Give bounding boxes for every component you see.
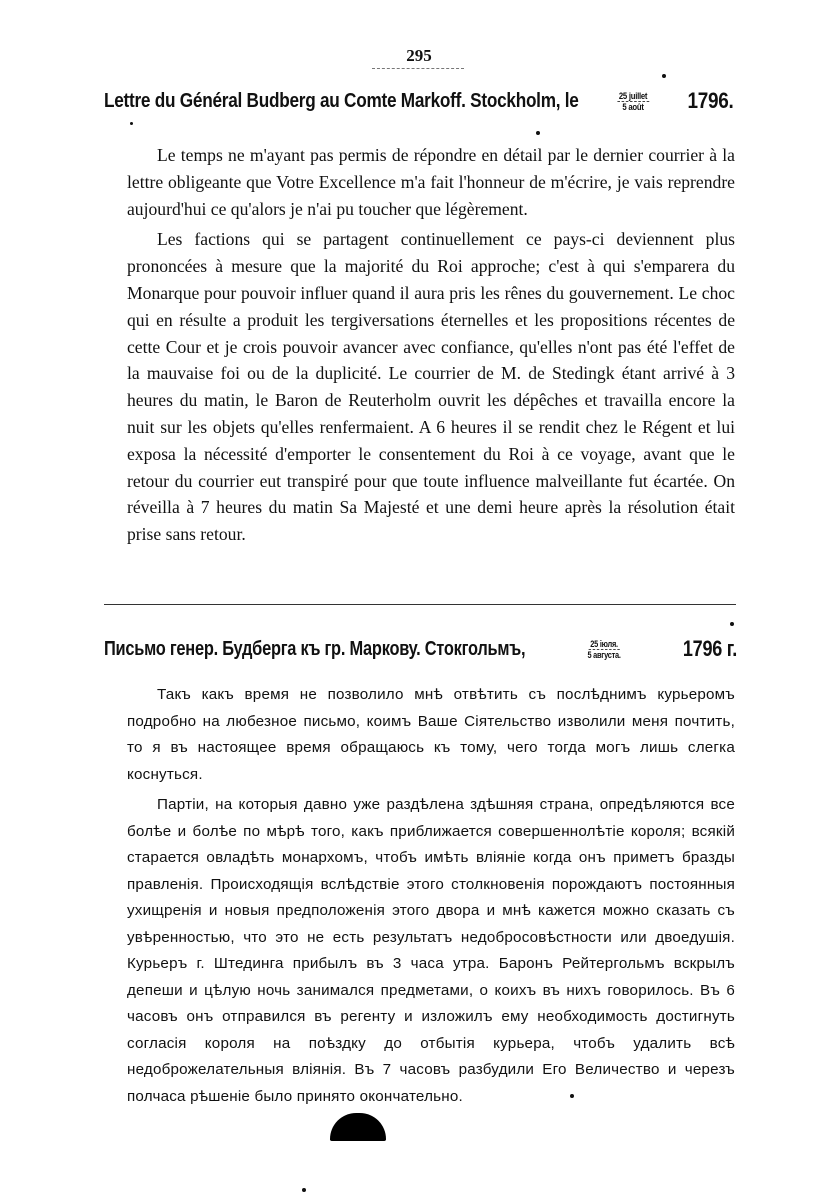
ink-speck — [536, 131, 540, 135]
ink-speck — [302, 1188, 306, 1192]
russian-heading-title: Письмо генер. Будберга къ гр. Маркову. Стокгольмъ, — [104, 637, 526, 660]
french-heading-year: 1796. — [687, 88, 734, 113]
russian-date-bottom: 5 августа. — [587, 649, 621, 660]
ink-speck — [730, 622, 734, 626]
russian-paragraph-2: Партіи, на которыя давно уже раздѣлена здѣшняя страна, опредѣляются все болѣе и болѣе по мѣрѣ того, какъ приближается совершеннолѣтіе короля; всякій старается овладѣть монархомъ, чтобъ имѣть вліяніе когда онъ приметъ бразды правленія. Происходящія вслѣдствіе этого столкновенія порождаютъ постоянныя ухищренія и новыя предположенія этого двора и мнѣ кажется можно сказать съ увѣренностью, что это не есть результатъ недобросовѣстности или двоедушія. Курьеръ г. Штединга прибылъ въ 3 часа утра. Баронъ Рейтергольмъ вскрылъ депеши и цѣлую ночь занимался предметами, о коихъ въ нихъ говорилось. Въ 6 часовъ онъ отправился въ регенту и изложилъ ему необходимость достигнуть согласія короля на поѣздку до отбытія курьера, чтобъ удалить всѣ недоброжелательныя вліянія. Въ 7 часовъ разбудили Его Величество и черезъ полчаса рѣшеніе было принято окончательно. — [127, 796, 735, 1105]
french-paragraph-2: Les factions qui se partagent continuellement ce pays-ci deviennent plus prononcées à mesure que la majorité du Roi approche; c'est à qui s'emparera du Monarque pour pouvoir influer quand il aura pris les rênes du gouvernement. Le choc qui en résulte a produit les tergiversations éternelles et les propositions récentes de cette Cour et je crois pouvoir avancer avec confiance, qu'elles n'ont pas été l'effet de la mauvaise foi ou de la duplicité. Le courrier de M. de Stedingk étant arrivé à 3 heures du matin, le Baron de Reuterholm ouvrit les dépêches et travailla encore la nuit sur les objets qu'elles renfermaient. A 6 heures il se rendit chez le Régent et lui exposa la nécessité d'emporter le consentement du Roi à ce voyage, avant que le retour du courrier eut transpiré pour que toute influence malveillante fut écartée. On réveilla à 7 heures du matin Sa Majesté et une demi heure après la résolution était prise sans retour. — [127, 229, 735, 545]
french-letter-body — [127, 142, 735, 548]
ink-blot-ornament — [330, 1113, 386, 1141]
russian-letter-heading — [104, 636, 737, 662]
russian-paragraph-1: Такъ какъ время не позволило мнѣ отвѣтить съ послѣднимъ курьеромъ подробно на любезное письмо, коимъ Ваше Сіятельство изволили меня почтить, то я въ настоящее время обращаюсь къ тому, чего тогда могъ лишь слегка коснуться. — [127, 686, 735, 783]
russian-heading-year: 1796 г. — [682, 636, 738, 661]
page-number: 295 — [406, 46, 432, 65]
ink-speck — [570, 1094, 574, 1098]
ink-speck — [662, 74, 666, 78]
section-divider — [104, 604, 736, 605]
french-paragraph-1: Le temps ne m'ayant pas permis de répondre en détail par le dernier courrier à la lettre obligeante que Votre Excellence m'a fait l'honneur de m'écrire, je vais reprendre aujourd'hui ce qu'alors je n'ai pu toucher que légèrement. — [127, 145, 735, 219]
ink-speck — [130, 122, 133, 125]
french-letter-heading — [104, 88, 734, 114]
french-heading-title: Lettre du Général Budberg au Comte Markoff. Stockholm, le — [104, 89, 579, 112]
page-number-rule — [372, 68, 464, 69]
french-date-bottom: 5 août — [622, 101, 644, 112]
french-date-top: 25 juillet — [618, 90, 648, 101]
russian-heading-date-fraction — [587, 639, 620, 660]
russian-letter-body — [127, 682, 735, 1110]
french-heading-date-fraction — [617, 91, 649, 112]
russian-date-top: 25 іюля. — [590, 638, 618, 649]
